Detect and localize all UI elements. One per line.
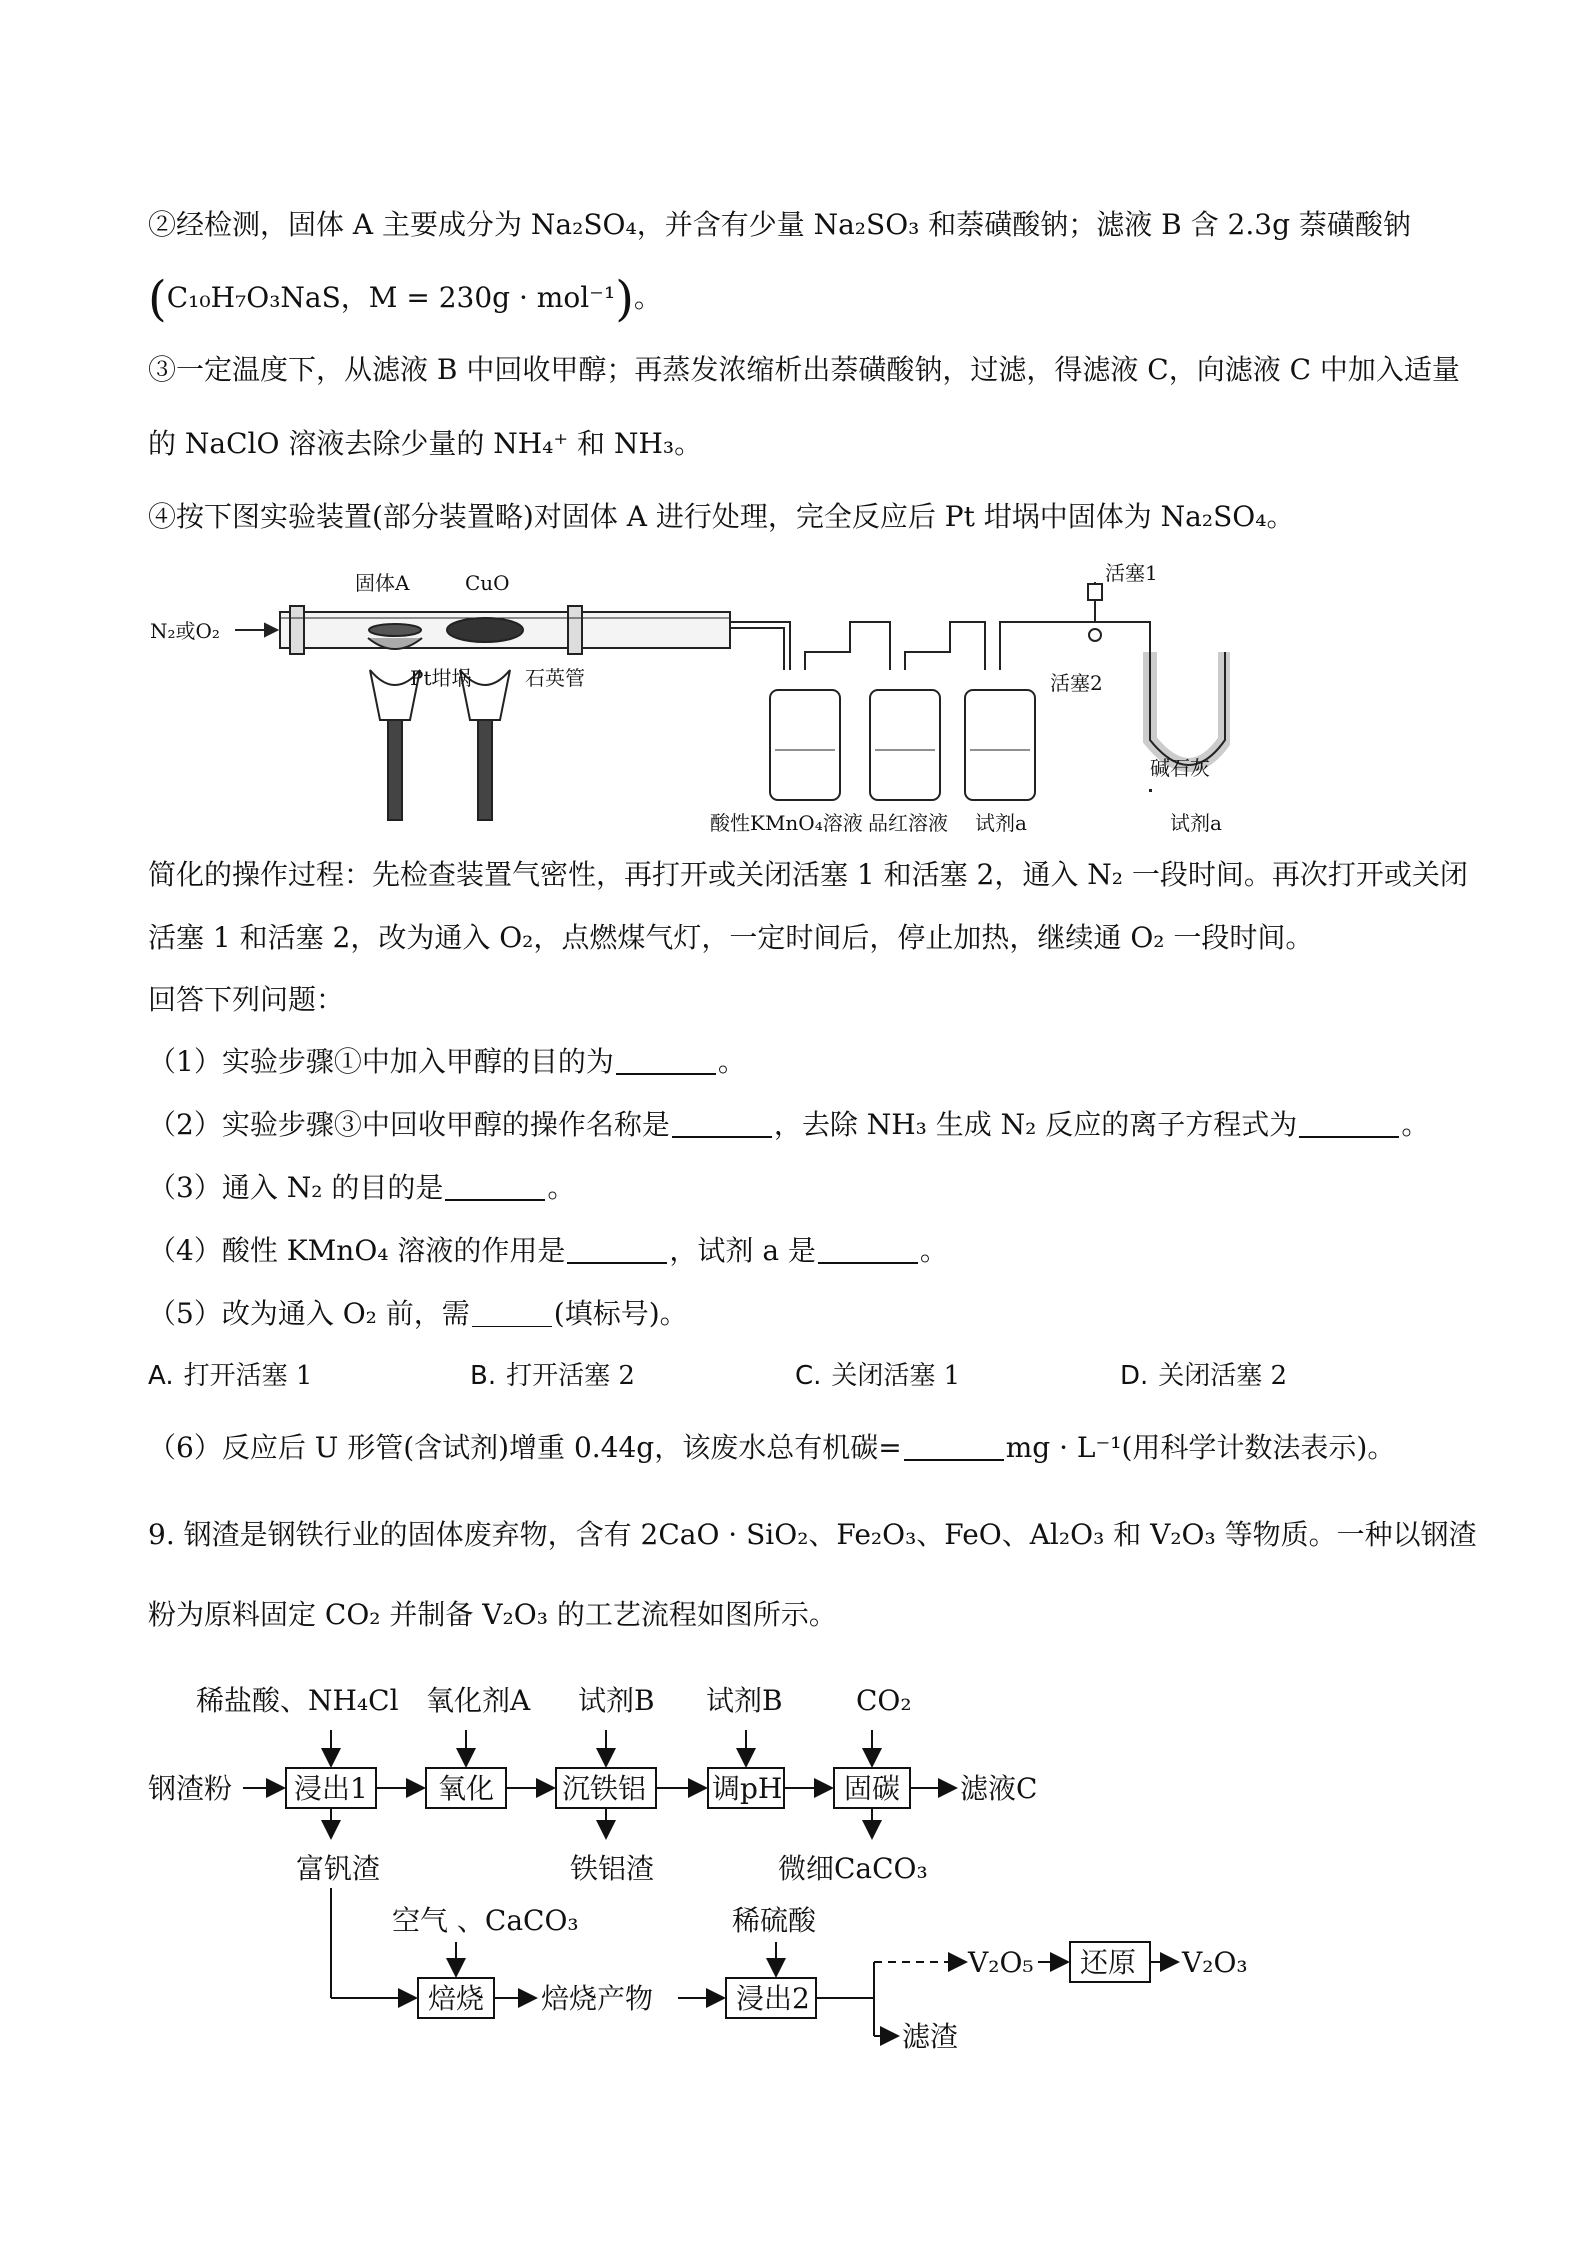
answer-blank-6[interactable] [904,1429,1004,1461]
v2o5-label: V₂O₅ [968,1946,1034,1979]
filter-residue: 滤渣 [902,2020,959,2053]
period: 。 [633,281,662,314]
input-reagent-b2: 试剂B [706,1684,783,1717]
inlet-label: N₂或O₂ [150,619,220,643]
paragraph-step3-line1: ③一定温度下，从滤液 B 中回收甲醇；再蒸发浓缩析出萘磺酸钠，过滤，得滤液 C，向滤液 C 中加入适量 [148,353,1460,386]
box-leach1-label: 浸出1 [294,1772,368,1805]
bottle4-label: 试剂a [1170,811,1222,835]
crucible-label: Pt坩埚 [410,666,472,690]
soda-lime-label: 碱石灰 [1150,756,1210,780]
operation-line2: 活塞 1 和活塞 2，改为通入 O₂，点燃煤气灯，一定时间后，停止加热，继续通 O₂ 一段时间。 [148,921,1314,954]
question-6: （6）反应后 U 形管(含试剂)增重 0.44g，该废水总有机碳= mg · L⁻¹(用科学计数法表示)。 [148,1431,1396,1464]
box-leach2-label: 浸出2 [736,1982,810,2015]
bottle1-label: 酸性KMnO₄溶液 [710,811,863,835]
answer-blank-1[interactable] [616,1043,716,1075]
input-reagent-b1: 试剂B [578,1684,655,1717]
vanadium-slag: 富钒渣 [296,1852,381,1885]
process-flow-diagram [148,1680,1298,2080]
paragraph-step4: ④按下图实验装置(部分装置略)对固体 A 进行处理，完全反应后 Pt 坩埚中固体为 Na₂SO₄。 [148,500,1295,533]
box-ph-label: 调pH [712,1772,783,1805]
formula-naphthalene-sulfonate: C₁₀H₇O₃NaS，M = 230g · mol⁻¹ [166,281,616,314]
apparatus-diagram [150,560,1230,850]
quartz-tube-label: 石英管 [525,666,585,690]
answer-blank-4b[interactable] [818,1232,918,1264]
right-paren: ) [615,271,634,327]
input-oxidant-a: 氧化剂A [426,1684,531,1717]
paragraph-step2-line1: ②经检测，固体 A 主要成分为 Na₂SO₄，并含有少量 Na₂SO₃ 和萘磺酸钠；滤液 B 含 2.3g 萘磺酸钠 [148,208,1411,241]
question-9-line2: 粉为原料固定 CO₂ 并制备 V₂O₃ 的工艺流程如图所示。 [148,1598,837,1631]
v2o3-label: V₂O₃ [1182,1946,1248,1979]
question-3: （3）通入 N₂ 的目的是 。 [148,1171,576,1204]
box-oxidation-label: 氧化 [438,1772,495,1805]
question-9-line1: 9. 钢渣是钢铁行业的固体废弃物，含有 2CaO · SiO₂、Fe₂O₃、FeO、Al₂O₃ 和 V₂O₃ 等物质。一种以钢渣 [148,1518,1477,1551]
fine-caco3: 微细CaCO₃ [778,1852,928,1885]
roast-product: 焙烧产物 [541,1982,654,2015]
iron-aluminum-slag: 铁铝渣 [570,1852,655,1885]
answer-intro: 回答下列问题： [148,983,345,1016]
raw-material: 钢渣粉 [148,1772,233,1805]
valve2-label: 活塞2 [1050,671,1103,695]
question-5: （5）改为通入 O₂ 前，需 (填标号)。 [148,1297,688,1330]
answer-blank-4a[interactable] [567,1232,667,1264]
answer-blank-2b[interactable] [1299,1106,1399,1138]
left-paren: ( [148,271,167,327]
option-b[interactable]: B. 打开活塞 2 [470,1361,635,1391]
box-precipitate-label: 沉铁铝 [562,1772,647,1805]
answer-blank-5[interactable] [472,1296,552,1327]
option-d[interactable]: D. 关闭活塞 2 [1120,1361,1288,1391]
cuo-label: CuO [465,571,510,595]
input-hcl-nh4cl: 稀盐酸、NH₄Cl [196,1684,399,1717]
answer-blank-3[interactable] [445,1169,545,1201]
box-carbon-label: 固碳 [844,1772,901,1805]
option-a[interactable]: A. 打开活塞 1 [148,1361,313,1391]
solid-a-label: 固体A [355,571,410,595]
valve1-label: 活塞1 [1105,561,1158,585]
operation-line1: 简化的操作过程：先检查装置气密性，再打开或关闭活塞 1 和活塞 2，通入 N₂ 一段时间。再次打开或关闭 [148,858,1468,891]
filtrate-c: 滤液C [960,1772,1038,1805]
box-roast-label: 焙烧 [428,1982,485,2015]
answer-blank-2a[interactable] [672,1106,772,1138]
paragraph-step3-line2: 的 NaClO 溶液去除少量的 NH₄⁺ 和 NH₃。 [148,427,703,460]
bottle2-label: 品红溶液 [868,811,948,835]
bottle3-label: 试剂a [975,811,1027,835]
question-1: （1）实验步骤①中加入甲醇的目的为 。 [148,1045,746,1078]
input-sulfuric-acid: 稀硫酸 [732,1904,817,1937]
question-4: （4）酸性 KMnO₄ 溶液的作用是 ，试剂 a 是 。 [148,1234,948,1267]
input-co2: CO₂ [856,1684,912,1717]
box-reduce-label: 还原 [1080,1946,1137,1979]
paragraph-step2-line2 [148,271,662,327]
input-air-caco3: 空气 、CaCO₃ [392,1904,579,1937]
question-2: （2）实验步骤③中回收甲醇的操作名称是 ，去除 NH₃ 生成 N₂ 反应的离子方程式为 。 [148,1108,1430,1141]
option-c[interactable]: C. 关闭活塞 1 [795,1361,961,1391]
